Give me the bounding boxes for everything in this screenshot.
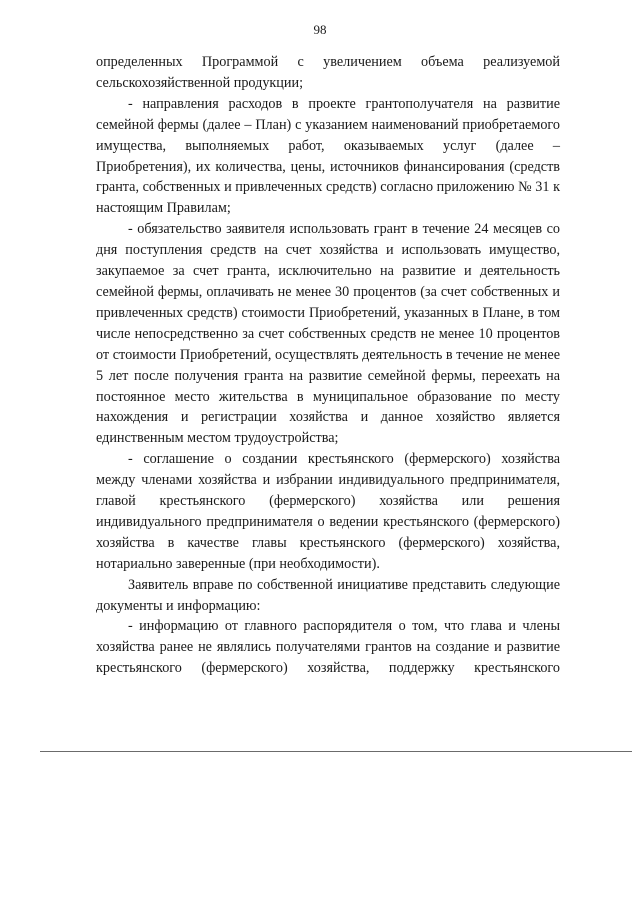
paragraph-farm-agreement: - соглашение о создании крестьянского (фермерского) хозяйства между членами хозяйства и избрании индивидуального предпринимателя, главой крестьянского (фермерского) хозяйства или решения индивидуального предпринимателя о ведении крестьянского (фермерского) хозяйства в качестве главы крестьянского (фермерского) хозяйства, нотариально заверенные (при необходимости). — [96, 451, 560, 572]
page-number: 98 — [313, 22, 327, 37]
footer-divider — [40, 751, 632, 752]
document-body — [96, 52, 560, 679]
paragraph-applicant-initiative: Заявитель вправе по собственной инициативе представить следующие документы и информацию: — [96, 576, 560, 614]
paragraph-continuation: определенных Программой с увеличением объема реализуемой сельскохозяйственной продукции; — [96, 54, 560, 91]
paragraph-plan-expenses: - направления расходов в проекте грантополучателя на развитие семейной фермы (далее – План) с указанием наименований приобретаемого имущества, выполняемых работ, оказываемых услуг (далее – Приобретения), их количества, цены, источников финансирования (средств гранта, собственных и привлеченных средств) согласно приложению № 31 к настоящим Правилам; — [96, 95, 560, 217]
paragraph-distributor-information: - информацию от главного распорядителя о том, что глава и члены хозяйства ранее не являлись получателями грантов на создание и развитие крестьянского (фермерского) хозяйства, поддержку крестьянского — [96, 618, 560, 677]
paragraph-grant-obligation: - обязательство заявителя использовать грант в течение 24 месяцев со дня поступления средств на счет хозяйства и использовать имущество, закупаемое за счет гранта, исключительно на развитие и деятельность семейной фермы, оплачивать не менее 30 процентов (за счет собственных и привлеченных средств) стоимости Приобретений, указанных в Плане, в том числе непосредственно за счет собственных средств не менее 10 процентов от стоимости Приобретений, осуществлять деятельность в течение не менее 5 лет после получения гранта на развитие семейной фермы, переехать на постоянное место жительства в муниципальное образование по месту нахождения и регистрации хозяйства и данное хозяйство является единственным местом трудоустройства; — [96, 221, 560, 447]
